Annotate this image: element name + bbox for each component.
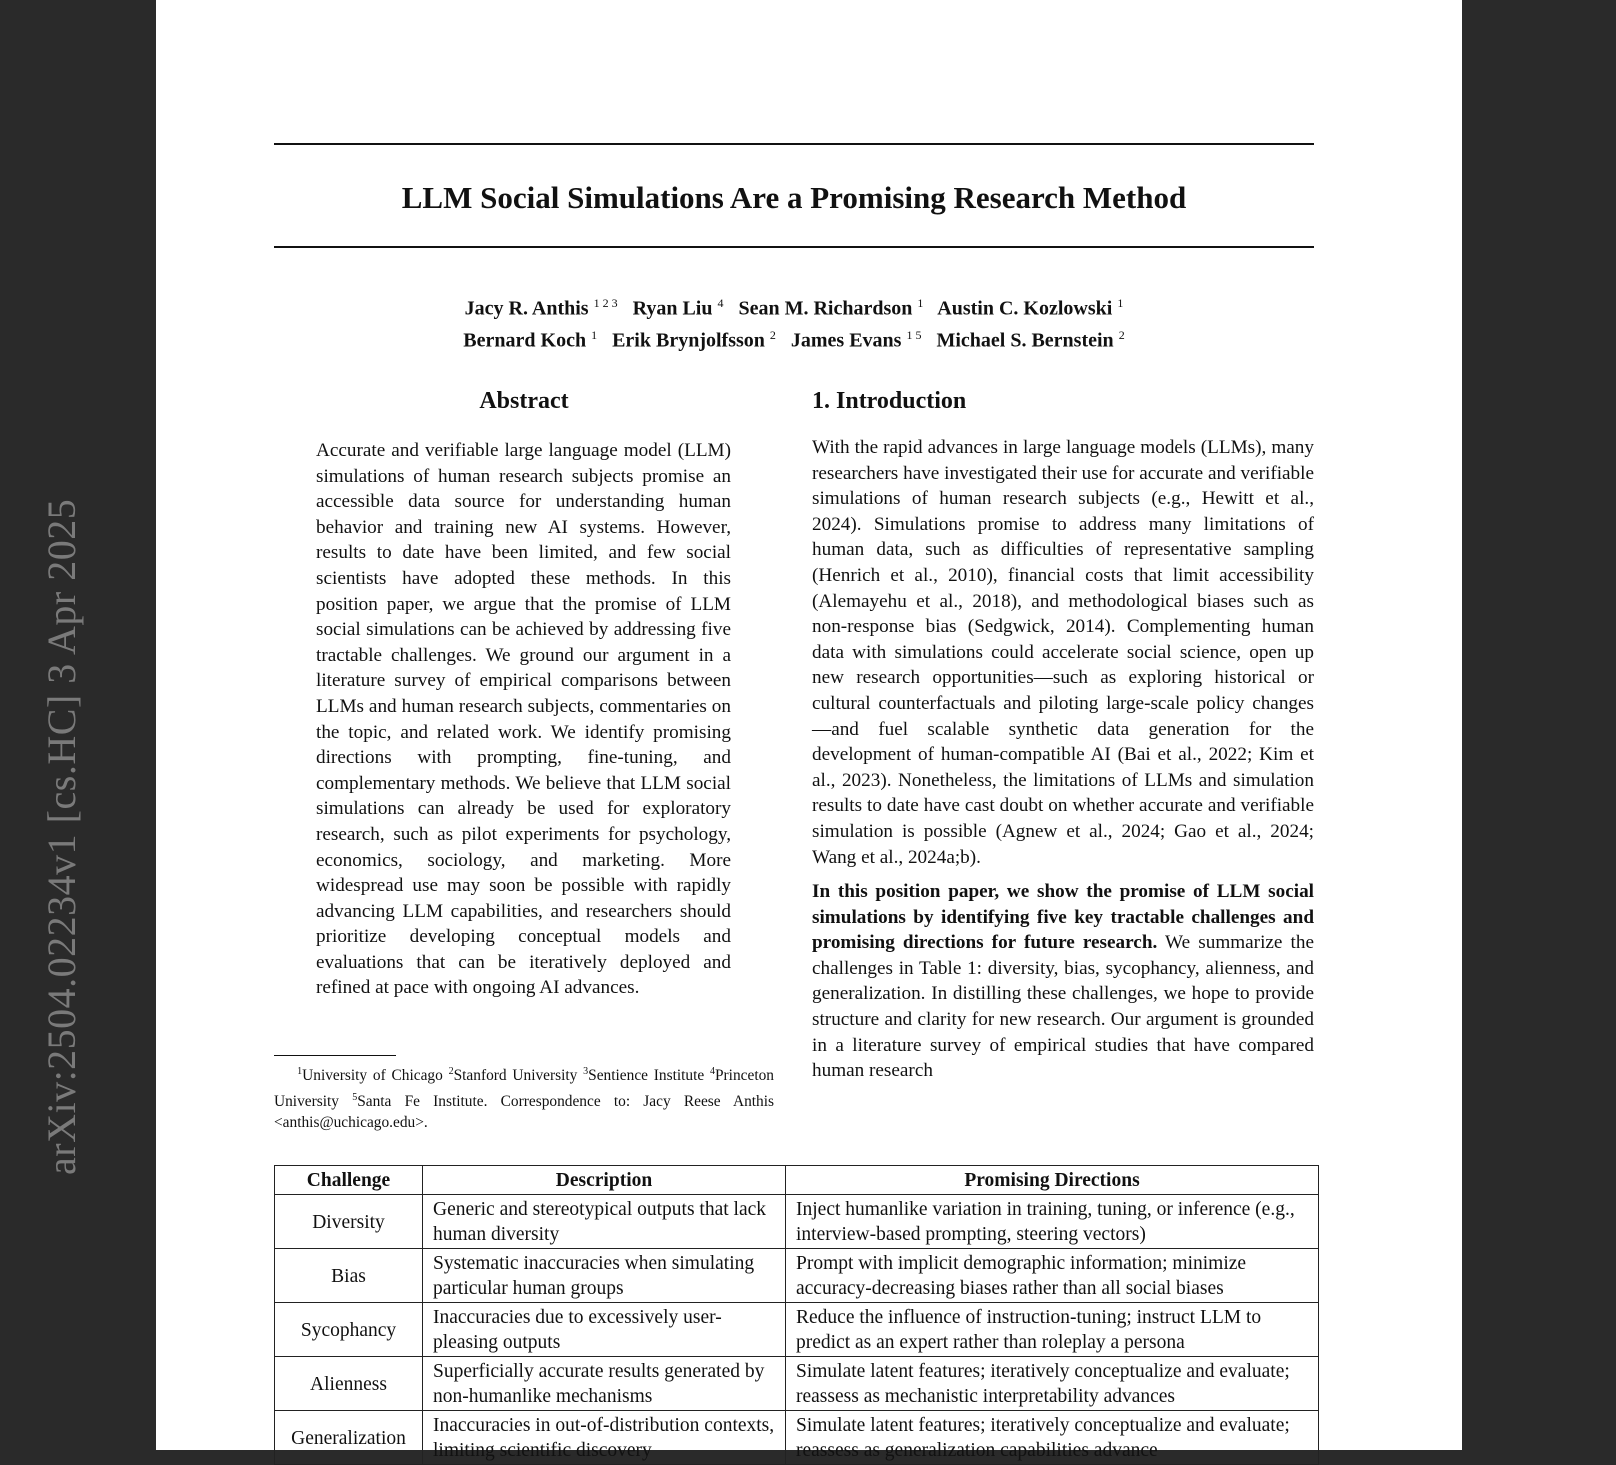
footnote-mark: 5: [352, 1091, 358, 1103]
challenge-cell: Alienness: [275, 1357, 423, 1411]
description-cell: Generic and stereotypical outputs that lack human diversity: [423, 1195, 786, 1249]
title-bottom-rule: [274, 246, 1314, 248]
footnote-text: Princeton University: [274, 1067, 774, 1110]
column-header: Description: [423, 1166, 786, 1195]
challenge-cell: Sycophancy: [275, 1303, 423, 1357]
author-name: Jacy R. Anthis: [464, 297, 589, 320]
footnote-mark: 1: [297, 1066, 303, 1077]
description-cell: Superficially accurate results generated by non-humanlike mechanisms: [423, 1357, 786, 1411]
challenge-cell: Generalization: [275, 1411, 423, 1465]
intro-paragraph-1: With the rapid advances in large language models (LLMs), many researchers have investigated their use for accurate and verifiable simulations of human research subjects (e.g., Hewitt et al., 2024). Simulations promise to address many limitations of human data, such as difficulties of representative sampling (Henrich et al., 2010), financial costs that limit accessibility (Alemayehu et al., 2018), and methodological biases such as non-response bias (Sedgwick, 2014). Complementing human data with simulations could accelerate social science, open up new research opportunities—such as exploring historical or cultural counterfactuals and piloting large-scale policy changes—and fuel scalable synthetic data generation for the development of human-compatible AI (Bai et al., 2022; Kim et al., 2023). Nonetheless, the limitations of LLMs and simulation results to date have cast doubt on whether accurate and verifiable simulation is possible (Agnew et al., 2024; Gao et al., 2024; Wang et al., 2024a;b).: [812, 437, 1314, 868]
directions-cell: Simulate latent features; iteratively conceptualize and evaluate; reassess as generalization capabilities advance: [786, 1411, 1319, 1465]
abstract-heading: Abstract: [479, 388, 569, 414]
footnote-mark: 2: [448, 1066, 454, 1077]
challenge-cell: Diversity: [275, 1195, 423, 1249]
directions-cell: Simulate latent features; iteratively conceptualize and evaluate; reassess as mechanistic interpretability advances: [786, 1357, 1319, 1411]
paper-page: [156, 0, 1462, 1461]
directions-cell: Inject humanlike variation in training, tuning, or inference (e.g., interview-based prompting, steering vectors): [786, 1195, 1319, 1249]
intro-paragraph-2: [812, 879, 1314, 1084]
author-name: Michael S. Bernstein: [936, 329, 1114, 352]
introduction-text: [812, 435, 1314, 1093]
table-row: [275, 1249, 1319, 1303]
footnote-text: Stanford University: [453, 1067, 584, 1085]
author-name: Sean M. Richardson: [738, 297, 913, 320]
directions-cell: Reduce the influence of instruction-tuning; instruct LLM to predict as an expert rather than roleplay a persona: [786, 1303, 1319, 1357]
footnote-mark: 4: [710, 1066, 715, 1077]
abstract-text: Accurate and verifiable large language model (LLM) simulations of human research subjects promise an accessible data source for understanding human behavior and training new AI systems. However, results to date have been limited, and few social scientists have adopted these methods. In this position paper, we argue that the promise of LLM social simulations can be achieved by addressing five tractable challenges. We ground our argument in a literature survey of empirical comparisons between LLMs and human research subjects, commentaries on the topic, and related work. We identify promising directions with prompting, fine-tuning, and complementary methods. We believe that LLM social simulations can already be used for exploratory research, such as pilot experiments for psychology, economics, sociology, and marketing. More widespread use may soon be possible with rapidly advancing LLM capabilities, and researchers should prioritize developing conceptual models and evaluations that can be iteratively deployed and refined at pace with ongoing AI advances.: [316, 440, 731, 999]
intro-bold-claim: In this position paper, we show the promise of LLM social simulations by identifying five key tractable challenges and promising directions for future research.: [812, 881, 1314, 954]
table-header-row: [275, 1166, 1319, 1195]
author-affiliation: 1: [1117, 296, 1124, 310]
author-affiliation: 1: [917, 296, 924, 310]
challenges-table: [274, 1165, 1319, 1465]
footnote-text: Santa Fe Institute. Correspondence to: Jacy Reese Anthis <anthis@uchicago.edu>.: [274, 1092, 774, 1132]
author-line-1: [274, 290, 1314, 322]
author-affiliation: 2: [1118, 327, 1125, 342]
author-name: James Evans: [790, 329, 902, 352]
author-affiliation: 1 5: [906, 327, 922, 342]
table-row: [275, 1303, 1319, 1357]
challenge-cell: Bias: [275, 1249, 423, 1303]
footnote-text: University of Chicago: [302, 1067, 449, 1085]
author-affiliation: 2: [769, 327, 776, 342]
column-header: Promising Directions: [786, 1166, 1319, 1195]
author-name: Bernard Koch: [463, 329, 587, 352]
arxiv-side-stamp: arXiv:2504.02234v1 [cs.HC] 3 Apr 2025: [39, 498, 84, 1175]
author-affiliation: 1: [591, 327, 598, 342]
author-name: Austin C. Kozlowski: [937, 297, 1113, 320]
table-row: [275, 1195, 1319, 1249]
footnote-text: Sentience Institute: [588, 1067, 710, 1085]
table-row: [275, 1357, 1319, 1411]
author-list: [274, 290, 1314, 353]
table-row: [275, 1411, 1319, 1465]
footnote-rule: [274, 1055, 396, 1056]
title-top-rule: [274, 143, 1314, 145]
column-header: Challenge: [275, 1166, 423, 1195]
paper-title: LLM Social Simulations Are a Promising Research Method: [401, 180, 1187, 215]
affiliations-footnote: [274, 1061, 774, 1134]
footnote-mark: 3: [583, 1066, 589, 1077]
description-cell: Inaccuracies in out-of-distribution contexts, limiting scientific discovery: [423, 1411, 786, 1465]
directions-cell: Prompt with implicit demographic information; minimize accuracy-decreasing biases rather than all social biases: [786, 1249, 1319, 1303]
author-affiliation: 1 2 3: [593, 296, 618, 310]
author-name: Erik Brynjolfsson: [612, 329, 765, 352]
author-line-2: [274, 322, 1314, 354]
author-affiliation: 4: [717, 296, 724, 310]
description-cell: Systematic inaccuracies when simulating particular human groups: [423, 1249, 786, 1303]
description-cell: Inaccuracies due to excessively user-pleasing outputs: [423, 1303, 786, 1357]
intro-paragraph-2-rest: We summarize the challenges in Table 1: diversity, bias, sycophancy, alienness, and generalization. In distilling these challenges, we hope to provide structure and clarity for new research. Our argument is grounded in a literature survey of empirical studies that have compared human research: [812, 932, 1314, 1082]
author-name: Ryan Liu: [632, 297, 713, 320]
introduction-heading: 1. Introduction: [812, 388, 967, 414]
